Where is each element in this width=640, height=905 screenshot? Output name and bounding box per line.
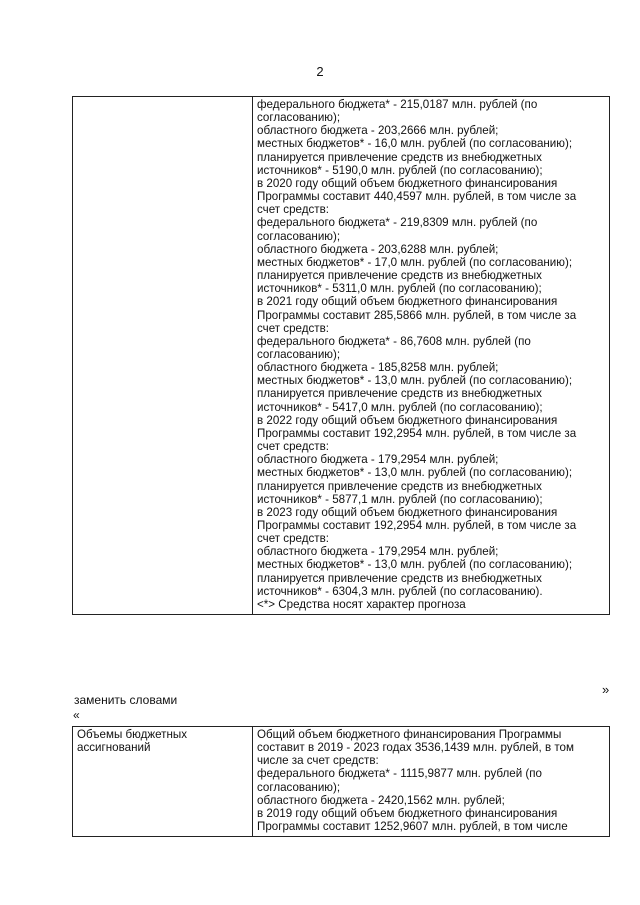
text-line: областного бюджета - 179,2954 млн. рублей; [257, 453, 499, 467]
text-line: источников* - 6304,3 млн. рублей (по согласованию). [257, 584, 543, 598]
text-line: Программы составит 440,4597 млн. рублей, в том числе за [257, 190, 577, 204]
text-line: составит в 2019 - 2023 годах 3536,1439 млн. рублей, в том [257, 741, 574, 755]
text-line: планируется привлечение средств из внебюджетных [257, 387, 542, 401]
table-row [73, 727, 610, 837]
text-line: местных бюджетов* - 13,0 млн. рублей (по согласованию); [257, 466, 573, 480]
text-line: в 2021 году общий объем бюджетного финансирования [257, 295, 558, 309]
budget-table-old [72, 96, 610, 615]
text-line: местных бюджетов* - 16,0 млн. рублей (по согласованию); [257, 137, 573, 151]
text-line: местных бюджетов* - 17,0 млн. рублей (по согласованию); [257, 255, 573, 269]
text-line: федерального бюджета* - 1115,9877 млн. рублей (по [257, 767, 542, 781]
opening-quote: « [73, 708, 80, 722]
table-left-cell [73, 97, 253, 615]
text-line: Программы составит 1252,9607 млн. рублей, в том числе [257, 820, 568, 834]
text-line: федерального бюджета* - 219,8309 млн. рублей (по [257, 216, 538, 230]
text-line: федерального бюджета* - 215,0187 млн. рублей (по [257, 98, 538, 111]
table-right-cell [253, 97, 610, 615]
text-line: в 2022 году общий объем бюджетного финансирования [257, 413, 558, 427]
text-line: Программы составит 285,5866 млн. рублей, в том числе за [257, 308, 577, 322]
text-line: согласованию); [257, 780, 341, 794]
text-line: в 2023 году общий объем бюджетного финансирования [257, 505, 558, 519]
text-line: Общий объем бюджетного финансирования Программы [257, 728, 562, 741]
text-line: Объемы бюджетных [77, 728, 187, 741]
text-line: местных бюджетов* - 13,0 млн. рублей (по согласованию); [257, 558, 573, 572]
text-line: планируется привлечение средств из внебюджетных [257, 479, 542, 493]
text-line: местных бюджетов* - 13,0 млн. рублей (по согласованию); [257, 374, 573, 388]
text-line: областного бюджета - 179,2954 млн. рублей; [257, 545, 499, 559]
text-line: согласованию); [257, 111, 341, 125]
text-line: счет средств: [257, 203, 329, 217]
text-line: Программы составит 192,2954 млн. рублей, в том числе за [257, 519, 577, 532]
text-line: в 2020 году общий объем бюджетного финансирования [257, 176, 558, 190]
budget-text [257, 728, 606, 833]
text-line: планируется привлечение средств из внебюджетных [257, 150, 542, 164]
replace-instruction: заменить словами [74, 693, 178, 707]
text-line: планируется привлечение средств из внебюджетных [257, 571, 542, 585]
budget-table-new [72, 726, 610, 837]
text-line: источников* - 5311,0 млн. рублей (по согласованию); [257, 282, 542, 296]
table-row [73, 97, 610, 615]
text-line: счет средств: [257, 321, 329, 335]
page-number: 2 [316, 64, 324, 79]
text-line: в 2019 году общий объем бюджетного финансирования [257, 806, 558, 820]
text-line: областного бюджета - 2420,1562 млн. рублей; [257, 793, 505, 807]
closing-quote: » [602, 682, 610, 697]
table-right-cell [253, 727, 610, 837]
text-line: источников* - 5190,0 млн. рублей (по согласованию); [257, 163, 543, 177]
text-line: числе за счет средств: [257, 754, 379, 768]
text-line: согласованию); [257, 347, 341, 361]
text-line: <*> Средства носят характер прогноза [257, 597, 466, 611]
text-line: областного бюджета - 203,2666 млн. рублей; [257, 124, 499, 138]
text-line: Программы составит 192,2954 млн. рублей, в том числе за [257, 426, 577, 440]
text-line: планируется привлечение средств из внебюджетных [257, 269, 542, 283]
text-line: источников* - 5417,0 млн. рублей (по согласованию); [257, 400, 543, 414]
text-line: федерального бюджета* - 86,7608 млн. рублей (по [257, 334, 531, 348]
text-line: областного бюджета - 203,6288 млн. рублей; [257, 242, 499, 256]
text-line: источников* - 5877,1 млн. рублей (по согласованию); [257, 492, 543, 506]
budget-text [257, 98, 606, 611]
text-line: ассигнований [77, 741, 151, 755]
table-left-cell [73, 727, 253, 837]
text-line: областного бюджета - 185,8258 млн. рублей; [257, 361, 499, 375]
text-line: согласованию); [257, 229, 341, 243]
text-line: счет средств: [257, 440, 329, 454]
text-line: счет средств: [257, 532, 329, 546]
